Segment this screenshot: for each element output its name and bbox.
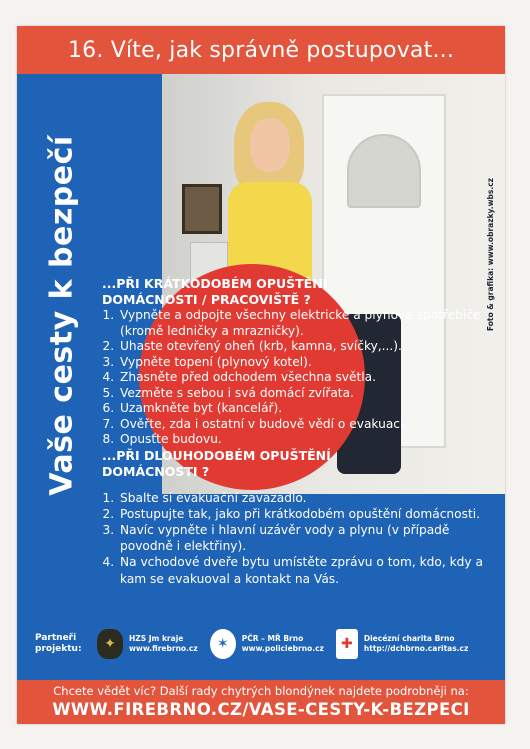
footer-bar (17, 680, 505, 724)
list-item: 5. Vezměte s sebou i svá domácí zvířata. (118, 386, 497, 402)
list-item: 4. Zhasněte před odchodem všechna světla. (118, 370, 497, 386)
footer-question: Chcete vědět víc? Další rady chytrých blondýnek najdete podrobněji na: (53, 684, 469, 698)
instructions (102, 276, 497, 587)
list-item: 4. Na vchodové dveře bytu umístěte zprávu o tom, kdo, kdy a kam se evakuoval a kontakt na Vás. (118, 554, 497, 586)
list-item: 7. Ověřte, zda i ostatní v budově vědí o evakuaci. (118, 417, 497, 433)
list-item: 6. Uzamkněte byt (kancelář). (118, 401, 497, 417)
partner-link[interactable]: www.policiebrno.cz (241, 644, 324, 653)
list-item: 1. Vypněte a odpojte všechny elektrické a plynové spotřebiče (kromě ledničky a mrazničky). (118, 308, 497, 339)
list-item: 3. Navíc vypněte i hlavní uzávěr vody a plynu (v případě povodně i elektřiny). (118, 522, 497, 554)
list-item: 8. Opusťte budovu. (118, 432, 497, 448)
photo-wall-frame (182, 184, 222, 234)
photo-face (250, 118, 290, 172)
partner-hzs: ✦ HZS Jm kraje www.firebrno.cz (97, 629, 198, 659)
partner-charita: ✚ Diecézní charita Brno http://dchbrno.caritas.cz (336, 629, 468, 659)
short-term-heading: ...PŘI KRÁTKODOBÉM OPUŠTĚNÍ DOMÁCNOSTI / PRACOVIŠTĚ ? (102, 276, 328, 307)
partner-link[interactable]: www.firebrno.cz (129, 644, 198, 653)
side-title: Vaše cesty k bezpečí (44, 134, 80, 496)
page-title: 16. Víte, jak správně postupovat... (67, 37, 455, 63)
partner-police: ✶ PČR – MŘ Brno www.policiebrno.cz (210, 629, 324, 659)
long-term-list (102, 490, 497, 587)
photo-door-window (347, 134, 421, 208)
partners-row (35, 616, 495, 672)
charita-cross-icon: ✚ (336, 629, 358, 659)
list-item: 2. Postupujte tak, jako při krátkodobém opuštění domácnosti. (118, 506, 497, 522)
footer-url-link[interactable]: WWW.FIREBRNO.CZ/VASE-CESTY-K-BEZPECI (52, 700, 470, 719)
list-item: 2. Uhaste otevřený oheň (krb, kamna, svíčky,...). (118, 339, 497, 355)
police-star-icon: ✶ (210, 629, 236, 659)
long-term-section (102, 448, 497, 587)
photo-credit: Foto & grafika: www.obrazky.wbs.cz (486, 177, 496, 331)
short-term-list (102, 308, 497, 448)
header-bar (17, 26, 505, 74)
long-term-heading: ...PŘI DLOUHODOBÉM OPUŠTĚNÍ DOMÁCNOSTI ? (102, 447, 331, 479)
partners-label: Partneři projektu: (35, 633, 82, 654)
list-item: 3. Vypněte topení (plynový kotel). (118, 355, 497, 371)
poster (17, 26, 505, 724)
short-term-section (102, 276, 497, 448)
list-item: 1. Sbalte si evakuační zavazadlo. (118, 490, 497, 506)
hzs-emblem-icon: ✦ (97, 629, 123, 659)
partner-link[interactable]: http://dchbrno.caritas.cz (363, 644, 469, 653)
